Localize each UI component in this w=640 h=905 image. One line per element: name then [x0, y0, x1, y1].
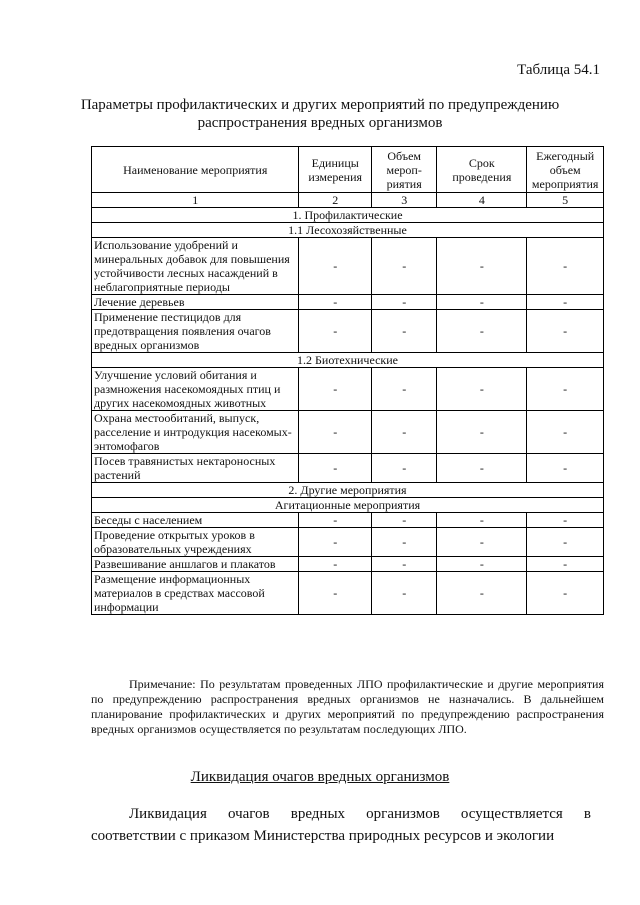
row-name: Посев травянистых нектароносных растений — [92, 454, 299, 483]
table-row — [92, 238, 604, 295]
table-row — [92, 310, 604, 353]
subsection-row — [92, 353, 604, 368]
cell-value: - — [372, 411, 437, 454]
cell-value: - — [299, 368, 372, 411]
row-name: Использование удобрений и минеральных добавок для повышения устойчивости лесных насаждений в неблагоприятные периоды — [92, 238, 299, 295]
table-row — [92, 295, 604, 310]
header-units: Единицы измерения — [299, 147, 372, 193]
title-line-2: распространения вредных организмов — [197, 115, 443, 131]
cell-value: - — [527, 572, 604, 615]
cell-value: - — [437, 295, 527, 310]
cell-value: - — [299, 310, 372, 353]
cell-value: - — [372, 572, 437, 615]
cell-value: - — [299, 295, 372, 310]
row-name: Охрана местообитаний, выпуск, расселение и интродукция насекомых-энтомофагов — [92, 411, 299, 454]
cell-value: - — [527, 528, 604, 557]
table-row — [92, 572, 604, 615]
cell-value: - — [299, 528, 372, 557]
table-row — [92, 513, 604, 528]
table-note: Примечание: По результатам проведенных ЛПО профилактические и другие мероприятия по предупреждению распространения вредных организмов не назначались. В дальнейшем планирование профилактических и других мероприятий по предупреждению распространения вредных организмов осуществляется по результатам последующих ЛПО. — [91, 677, 604, 736]
document-title — [60, 96, 580, 132]
table-label: Таблица 54.1 — [517, 62, 600, 78]
row-name: Применение пестицидов для предотвращения появления очагов вредных организмов — [92, 310, 299, 353]
section-heading: Ликвидация очагов вредных организмов — [190, 769, 450, 785]
section-title: 2. Другие мероприятия — [92, 483, 604, 498]
cell-value: - — [437, 411, 527, 454]
subsection-row — [92, 498, 604, 513]
subsection-title: 1.2 Биотехнические — [92, 353, 604, 368]
cell-value: - — [527, 411, 604, 454]
cell-value: - — [527, 454, 604, 483]
col-number: 1 — [92, 193, 299, 208]
col-number: 5 — [527, 193, 604, 208]
table-row — [92, 528, 604, 557]
col-number: 3 — [372, 193, 437, 208]
header-term: Срок проведения — [437, 147, 527, 193]
row-name: Размещение информационных материалов в средствах массовой информации — [92, 572, 299, 615]
row-name: Улучшение условий обитания и размножения насекомоядных птиц и других насекомоядных животных — [92, 368, 299, 411]
header-name: Наименование мероприятия — [92, 147, 299, 193]
cell-value: - — [437, 368, 527, 411]
section-title: 1. Профилактические — [92, 208, 604, 223]
subsection-title: Агитационные мероприятия — [92, 498, 604, 513]
cell-value: - — [527, 368, 604, 411]
cell-value: - — [372, 368, 437, 411]
cell-value: - — [527, 295, 604, 310]
table-row — [92, 368, 604, 411]
cell-value: - — [437, 572, 527, 615]
col-number: 2 — [299, 193, 372, 208]
cell-value: - — [372, 557, 437, 572]
cell-value: - — [372, 310, 437, 353]
cell-value: - — [437, 454, 527, 483]
cell-value: - — [527, 238, 604, 295]
table-row — [92, 557, 604, 572]
table-header-row — [92, 147, 604, 193]
cell-value: - — [372, 295, 437, 310]
body-paragraph: Ликвидация очагов вредных организмов осуществляется в соответствии с приказом Министерства природных ресурсов и экологии — [91, 806, 591, 844]
table-row — [92, 411, 604, 454]
header-annual-volume: Ежегодный объем мероприятия — [527, 147, 604, 193]
cell-value: - — [299, 557, 372, 572]
section-row — [92, 208, 604, 223]
cell-value: - — [527, 513, 604, 528]
row-name: Проведение открытых уроков в образовательных учреждениях — [92, 528, 299, 557]
parameters-table — [91, 146, 604, 615]
cell-value: - — [437, 528, 527, 557]
row-name: Лечение деревьев — [92, 295, 299, 310]
cell-value: - — [299, 238, 372, 295]
cell-value: - — [372, 513, 437, 528]
table-row — [92, 454, 604, 483]
cell-value: - — [527, 557, 604, 572]
cell-value: - — [437, 557, 527, 572]
header-volume: Объем мероп-риятия — [372, 147, 437, 193]
col-number: 4 — [437, 193, 527, 208]
cell-value: - — [299, 572, 372, 615]
section-row — [92, 483, 604, 498]
cell-value: - — [299, 454, 372, 483]
cell-value: - — [437, 238, 527, 295]
cell-value: - — [437, 513, 527, 528]
cell-value: - — [437, 310, 527, 353]
cell-value: - — [299, 513, 372, 528]
cell-value: - — [372, 528, 437, 557]
column-number-row — [92, 193, 604, 208]
cell-value: - — [527, 310, 604, 353]
cell-value: - — [372, 238, 437, 295]
title-line-1: Параметры профилактических и других мероприятий по предупреждению — [80, 97, 560, 113]
row-name: Беседы с населением — [92, 513, 299, 528]
row-name: Развешивание аншлагов и плакатов — [92, 557, 299, 572]
cell-value: - — [299, 411, 372, 454]
subsection-title: 1.1 Лесохозяйственные — [92, 223, 604, 238]
subsection-row — [92, 223, 604, 238]
cell-value: - — [372, 454, 437, 483]
